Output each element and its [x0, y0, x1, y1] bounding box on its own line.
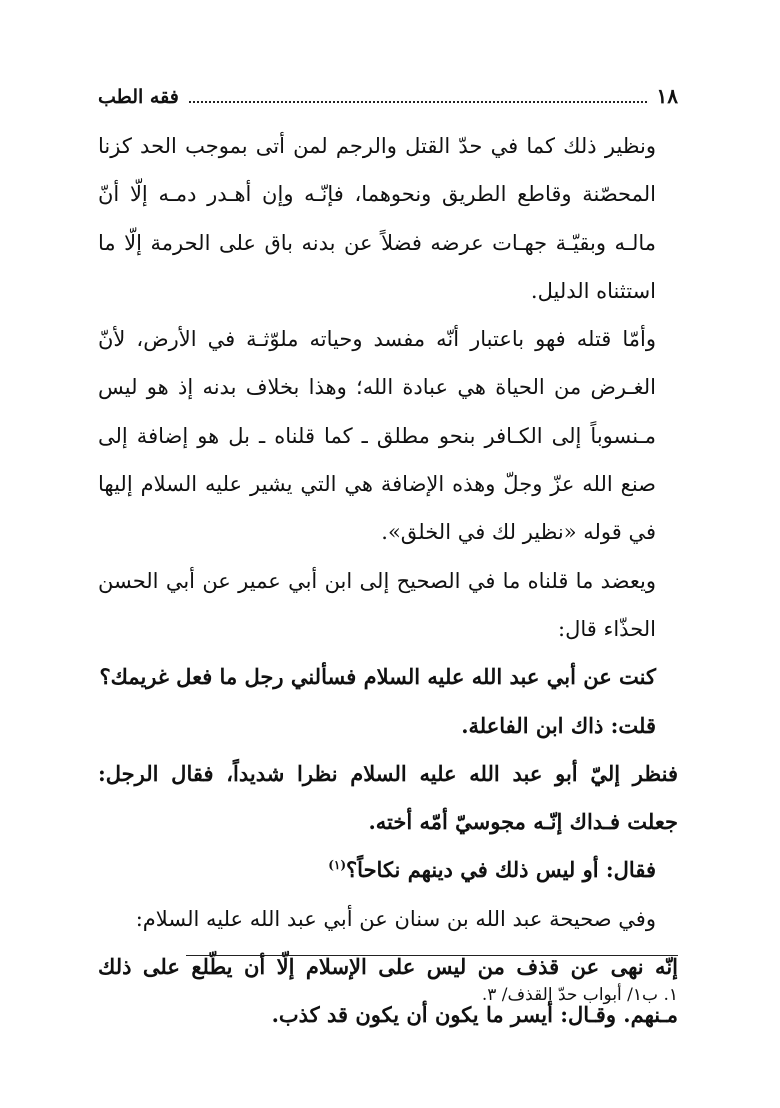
paragraph-1: ونظير ذلك كما في حدّ القتل والرجم لمن أتى بموجب الحد كزنا المحصّنة وقاطع الطريق ونحوهما، فإنّـه وإن أهـدر دمـه إلّا أنّ مالـه وبقيّـة جهـات عرضه فضلاً عن بدنه باق على الحرمة إلّا ما استثناه الدليل.	[98, 134, 656, 303]
paragraph-2: وأمّا قتله فهو باعتبار أنّه مفسد وحياته ملوّثـة في الأرض، لأنّ الغـرض من الحياة هي عبادة الله؛ وهذا بخلاف بدنه إذ هو ليس مـنسوباً إلى الكـافر بنحو مطلق ـ كما قلناه ـ بل هو إضافة إلى صنع الله عزّ وجلّ وهذه الإضافة هي التي يشير عليه السلام إليها في قوله «نظير لك في الخلق».	[98, 327, 656, 545]
quote-line-4	[98, 846, 678, 894]
quote-line-5: إنّه نهى عن قذف من ليس على الإسلام إلّا أن يطّلع على ذلك مـنهم. وقـال: أيسر ما يكون أن يكون قد كذب.	[98, 954, 678, 1028]
paragraph-4: وفي صحيحة عبد الله بن سنان عن أبي عبد الله عليه السلام:	[135, 906, 656, 931]
quote-line-1: كنت عن أبي عبد الله عليه السلام فسألني رجل ما فعل غريمك؟	[99, 664, 656, 690]
running-title: فقه الطب	[98, 86, 179, 108]
header-dotted-leader	[189, 87, 647, 103]
footnote-divider	[186, 955, 678, 956]
body-text	[98, 122, 678, 1040]
footnote-reference[interactable]: (١)	[328, 858, 347, 873]
quote-line-2: قلت: ذاك ابن الفاعلة.	[461, 712, 656, 738]
page-number: ١٨	[656, 84, 678, 108]
footnote: ١. ب١/ أبواب حدّ القذف/ ٣.	[481, 985, 678, 1005]
quote-line-3: فنظر إليّ أبو عبد الله عليه السلام نظرا شديداً، فقال الرجل: جعلت فـداك إنّـه مجوسيّ أمّه أخته.	[98, 760, 678, 835]
quote-line-4-text: فقال: أو ليس ذلك في دينهم نكاحاً؟	[346, 857, 656, 883]
paragraph-3: ويعضد ما قلناه ما في الصحيح إلى ابن أبي عمير عن أبي الحسن الحذّاء قال:	[98, 568, 656, 641]
page-header	[98, 84, 678, 110]
